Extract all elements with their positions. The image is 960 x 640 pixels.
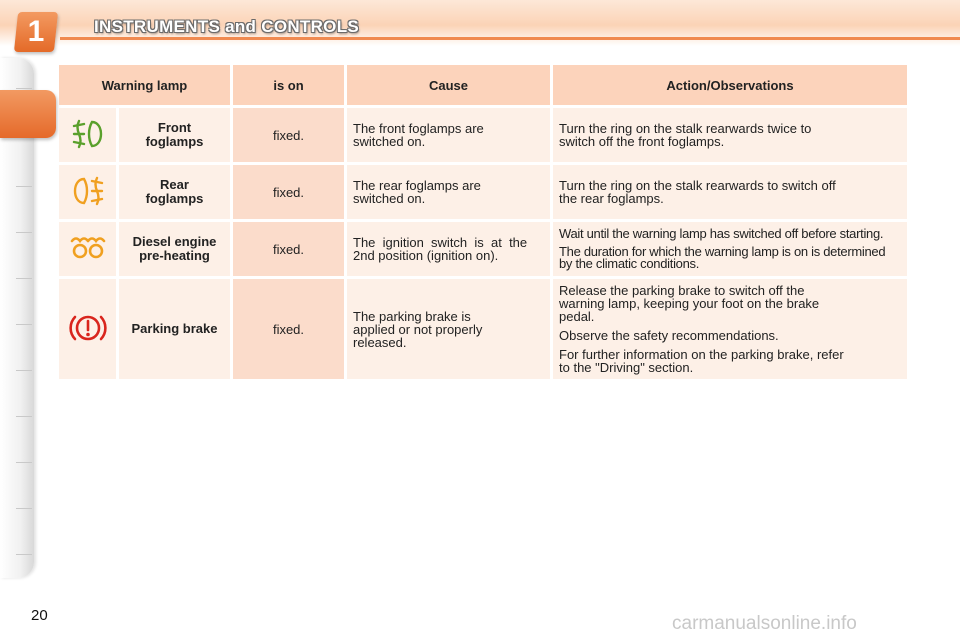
action-text	[553, 222, 907, 276]
tab-divider	[16, 88, 32, 89]
lamp-icon-cell	[59, 108, 116, 162]
table-header-row	[59, 65, 907, 105]
lamp-name-line: Front	[157, 120, 192, 135]
action-line: Turn the ring on the stalk rearwards to switch off	[559, 178, 836, 193]
lamp-name-line: Rear	[160, 177, 189, 192]
page-title: INSTRUMENTS and CONTROLS	[94, 17, 360, 36]
action-line: Turn the ring on the stalk rearwards twice to	[559, 121, 812, 136]
header-is-on: is on	[233, 65, 344, 105]
active-chapter-tab[interactable]	[0, 90, 56, 138]
tab-divider	[16, 232, 32, 233]
chapter-number: 1	[27, 15, 45, 48]
watermark: carmanualsonline.info	[672, 613, 857, 634]
lamp-name	[119, 279, 230, 379]
action-paragraph: Wait until the warning lamp has switched off before starting.	[559, 226, 884, 241]
action-line: the rear foglamps.	[559, 191, 664, 206]
lamp-icon-cell	[59, 222, 116, 276]
action-line: to the "Driving" section.	[559, 360, 694, 375]
lamp-name	[119, 222, 230, 276]
rear-foglamp-icon	[68, 174, 108, 208]
action-text	[553, 165, 907, 219]
is-on-value: fixed.	[233, 108, 344, 162]
action-line: Release the parking brake to switch off the	[559, 283, 805, 298]
action-paragraph: Observe the safety recommendations.	[559, 328, 779, 343]
tab-divider	[16, 416, 32, 417]
action-line: For further information on the parking brake, refer	[559, 347, 844, 362]
lamp-name-line: Diesel engine	[132, 234, 217, 249]
lamp-name-line: foglamps	[145, 191, 204, 206]
header-cause: Cause	[347, 65, 550, 105]
table-row	[59, 108, 907, 162]
cause-text	[347, 108, 550, 162]
table-row	[59, 222, 907, 276]
lamp-name-line: Parking brake	[131, 321, 218, 336]
tab-divider	[16, 186, 32, 187]
action-line: pedal.	[559, 309, 595, 324]
cause-line: The parking brake is	[353, 308, 471, 324]
tab-divider	[16, 508, 32, 509]
action-text	[553, 279, 907, 379]
cause-line: The front foglamps are	[353, 121, 484, 136]
cause-line: 2nd position (ignition on).	[353, 248, 499, 263]
lamp-icon-cell	[59, 279, 116, 379]
action-line: by the climatic conditions.	[559, 256, 700, 271]
cause-line: applied or not properly	[353, 321, 483, 337]
cause-line: released.	[353, 334, 407, 350]
header-action: Action/Observations	[553, 65, 907, 105]
action-line: warning lamp, keeping your foot on the brake	[559, 296, 820, 311]
cause-text	[347, 165, 550, 219]
header-warning-lamp: Warning lamp	[59, 65, 230, 105]
page-number: 20	[31, 607, 48, 624]
lamp-name	[119, 108, 230, 162]
parking-brake-icon	[67, 310, 109, 346]
table-row	[59, 165, 907, 219]
lamp-icon-cell	[59, 165, 116, 219]
lamp-name-line: pre-heating	[139, 248, 210, 263]
cause-line: The rear foglamps are	[353, 178, 481, 193]
lamp-name-line: foglamps	[145, 134, 204, 149]
cause-line: switched on.	[353, 191, 426, 206]
tab-divider	[16, 278, 32, 279]
tab-divider	[16, 324, 32, 325]
cause-line: switched on.	[353, 134, 426, 149]
is-on-value: fixed.	[233, 279, 344, 379]
tab-divider	[16, 554, 32, 555]
action-line: The duration for which the warning lamp is on is determined	[559, 244, 886, 259]
action-line: switch off the front foglamps.	[559, 134, 725, 149]
header-underline	[60, 37, 960, 40]
chapter-badge	[14, 12, 58, 52]
table-row	[59, 279, 907, 379]
tab-divider	[16, 462, 32, 463]
diesel-preheating-icon	[68, 233, 108, 263]
front-foglamp-icon	[68, 117, 108, 151]
action-text	[553, 108, 907, 162]
tab-divider	[16, 370, 32, 371]
lamp-name	[119, 165, 230, 219]
cause-text	[347, 279, 550, 379]
is-on-value: fixed.	[233, 222, 344, 276]
cause-line: The ignition switch is at the	[353, 235, 528, 250]
is-on-value: fixed.	[233, 165, 344, 219]
cause-text	[347, 222, 550, 276]
warning-lamp-table	[56, 62, 910, 382]
